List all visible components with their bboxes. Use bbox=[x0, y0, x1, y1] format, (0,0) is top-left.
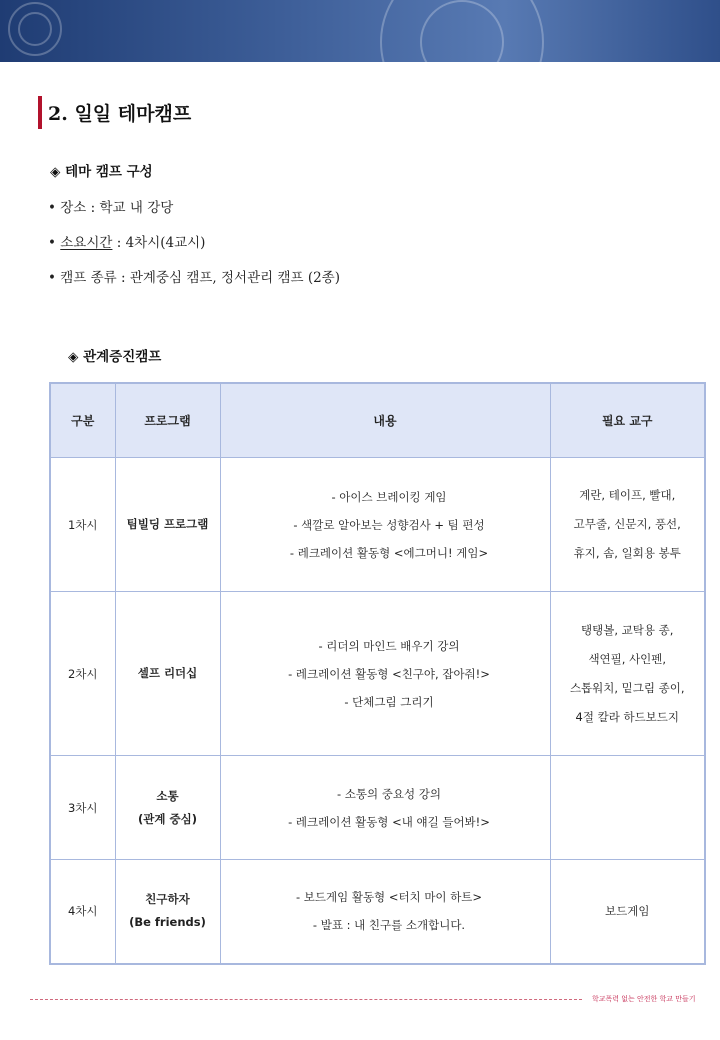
info-label: 장소 bbox=[60, 200, 87, 216]
section-title: 2. 일일 테마캠프 bbox=[48, 103, 192, 125]
tools-cell bbox=[550, 860, 705, 964]
session-cell: 4차시 bbox=[50, 860, 115, 964]
content-line: - 단체그림 그리기 bbox=[344, 694, 434, 709]
info-value: 학교 내 강당 bbox=[99, 200, 174, 216]
tools-cell bbox=[550, 592, 705, 756]
header-banner bbox=[0, 0, 720, 62]
content-cell bbox=[220, 756, 550, 860]
info-item-duration: • 소요시간 : 4차시(4교시) bbox=[48, 235, 206, 251]
session-cell: 1차시 bbox=[50, 458, 115, 592]
info-value: 4차시(4교시) bbox=[125, 235, 206, 251]
program-name: 팀빌딩 프로그램 bbox=[126, 517, 209, 531]
tool-line: 색연필, 사인펜, bbox=[588, 651, 667, 666]
info-separator: : bbox=[86, 200, 100, 216]
table-row bbox=[50, 860, 705, 964]
tools-cell bbox=[550, 756, 705, 860]
tool-line: 휴지, 솜, 일회용 봉투 bbox=[573, 546, 681, 560]
info-separator: : bbox=[112, 235, 126, 251]
footer-divider bbox=[30, 999, 582, 1000]
tool-line: 계란, 테이프, 빨대, bbox=[579, 488, 676, 502]
session-cell: 3차시 bbox=[50, 756, 115, 860]
program-table bbox=[49, 382, 706, 965]
session-cell: 2차시 bbox=[50, 592, 115, 756]
program-name: 소통 bbox=[156, 788, 179, 803]
content-line: - 발표 : 내 친구를 소개합니다. bbox=[312, 918, 466, 933]
header-session: 구분 bbox=[50, 383, 115, 458]
content-cell bbox=[220, 592, 550, 756]
program-cell bbox=[115, 458, 220, 592]
program-cell bbox=[115, 592, 220, 756]
info-item-place: • 장소 : 학교 내 강당 bbox=[48, 200, 174, 216]
content-line: - 레크레이션 활동형 <내 얘길 들어봐!> bbox=[288, 814, 490, 829]
header-content: 내용 bbox=[220, 383, 550, 458]
content-line: - 보드게임 활동형 <터치 마이 하트> bbox=[295, 890, 483, 905]
info-value: 관계중심 캠프, 정서관리 캠프 (2종) bbox=[129, 270, 340, 286]
program-cell bbox=[115, 756, 220, 860]
content-line: - 레크레이션 활동형 <에그머니! 게임> bbox=[289, 545, 489, 560]
tool-line: 4절 칼라 하드보드지 bbox=[575, 709, 679, 724]
tool-line: 스톱워치, 밑그림 종이, bbox=[569, 680, 685, 695]
header-tools: 필요 교구 bbox=[550, 383, 705, 458]
info-separator: : bbox=[116, 270, 130, 286]
content-cell bbox=[220, 860, 550, 964]
program-name: 셀프 리더십 bbox=[137, 666, 198, 680]
composition-heading: ◈ 테마 캠프 구성 bbox=[50, 164, 153, 180]
content-cell bbox=[220, 458, 550, 592]
footer-text: 학교폭력 없는 안전한 학교 만들기 bbox=[592, 995, 696, 1003]
camp-heading: ◈ 관계증진캠프 bbox=[68, 349, 162, 365]
program-cell bbox=[115, 860, 220, 964]
content-line: - 리더의 마인드 배우기 강의 bbox=[318, 638, 460, 653]
program-subtitle: (Be friends) bbox=[129, 915, 206, 930]
content-line: - 레크레이션 활동형 <친구야, 잡아줘!> bbox=[288, 666, 490, 681]
program-subtitle: (관계 중심) bbox=[138, 811, 197, 826]
decorative-circle bbox=[18, 12, 52, 46]
table-row bbox=[50, 592, 705, 756]
info-item-type: • 캠프 종류 : 관계중심 캠프, 정서관리 캠프 (2종) bbox=[48, 270, 340, 286]
tool-line: 탱탱볼, 교탁용 종, bbox=[581, 622, 674, 637]
table-row bbox=[50, 756, 705, 860]
tools-cell bbox=[550, 458, 705, 592]
title-accent-bar bbox=[38, 96, 42, 129]
header-program: 프로그램 bbox=[115, 383, 220, 458]
program-name: 친구하자 bbox=[145, 892, 190, 907]
content-line: - 색깔로 알아보는 성향검사 + 팀 편성 bbox=[293, 517, 485, 532]
info-label: 소요시간 bbox=[60, 235, 113, 251]
table-header-row bbox=[50, 383, 705, 458]
tool-line: 고무줄, 신문지, 풍선, bbox=[573, 517, 681, 531]
tool-line: 보드게임 bbox=[605, 903, 650, 918]
table-row bbox=[50, 458, 705, 592]
info-label: 캠프 종류 bbox=[60, 270, 117, 286]
content-line: - 아이스 브레이킹 게임 bbox=[331, 489, 447, 504]
content-line: - 소통의 중요성 강의 bbox=[337, 786, 441, 801]
